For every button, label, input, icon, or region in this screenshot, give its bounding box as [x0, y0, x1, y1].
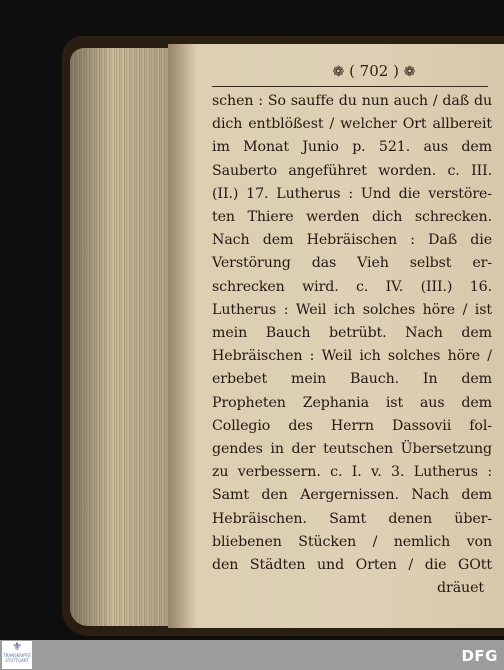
catchword: dräuet [437, 580, 484, 597]
page-header [294, 62, 454, 84]
text-line: mein Bauch betrübt. Nach dem [212, 325, 492, 342]
ornament-right-icon: ❁ [403, 64, 416, 80]
text-line: Nach dem Hebräischen : Daß die [212, 232, 492, 249]
text-line: im Monat Junio p. 521. aus dem [212, 139, 492, 156]
text-line: Propheten Zephania ist aus dem [212, 394, 492, 411]
text-line: gendes in der teutschen Übersetzung [212, 441, 492, 458]
text-line: zu verbessern. c. I. v. 3. Lutherus : [212, 464, 492, 481]
text-line: dich entblößest / welcher Ort allbereit [212, 116, 492, 133]
header-rule [212, 86, 488, 87]
library-logo[interactable] [2, 641, 32, 669]
library-crest-icon: ⚜ [12, 640, 22, 653]
viewer-footer [0, 640, 504, 670]
text-line: Sauberto angeführet worden. c. III. [212, 162, 492, 179]
page-number: ( 702 ) [349, 62, 399, 80]
text-line: Hebräischen : Weil ich solches höre / [212, 348, 492, 365]
text-line: (II.) 17. Lutherus : Und die verstöre- [212, 185, 492, 202]
text-line: Collegio des Herrn Dassovii fol- [212, 417, 492, 434]
text-line: schrecken wird. c. IV. (III.) 16. [212, 278, 492, 295]
text-line: bliebenen Stücken / nemlich von [212, 533, 492, 550]
text-line: schen : So sauffe du nun auch / daß du [212, 93, 492, 109]
library-logo-text: TRANSKRIPTE STUTTGART [3, 653, 31, 663]
text-line: erbebet mein Bauch. In dem [212, 371, 492, 388]
page-edges [70, 48, 178, 626]
text-line: Verstörung das Vieh selbst er- [212, 255, 492, 272]
text-line: Samt den Aergernissen. Nach dem [212, 487, 492, 504]
text-line: den Städten und Orten / die GOtt [212, 557, 492, 574]
text-line: ten Thiere werden dich schrecken. [212, 209, 492, 226]
ornament-left-icon: ❁ [332, 64, 345, 80]
page-text [212, 90, 492, 600]
text-line: Lutherus : Weil ich solches höre / ist [212, 301, 492, 318]
dfg-logo[interactable]: DFG [461, 647, 498, 665]
text-line: Hebräischen. Samt denen über- [212, 510, 492, 527]
